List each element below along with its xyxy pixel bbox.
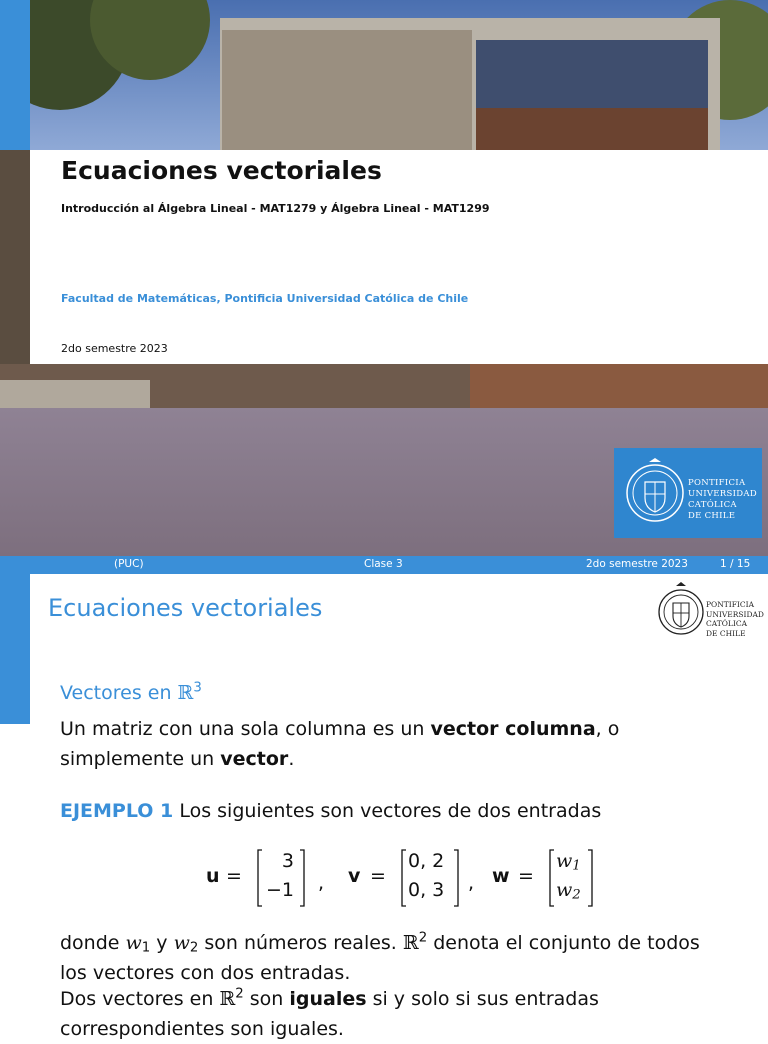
vector-entry: 0, 3 xyxy=(408,879,445,901)
presentation-title: Ecuaciones vectoriales xyxy=(61,156,382,185)
vector-v: v = 0, 2 0, 3 , xyxy=(348,848,478,908)
footer-page-number: 1 / 15 xyxy=(720,558,751,570)
presentation-date: 2do semestre 2023 xyxy=(61,342,168,355)
university-seal-icon xyxy=(624,456,686,530)
vector-entry: $w_2$ xyxy=(556,879,581,903)
example-line: EJEMPLO 1 Los siguientes son vectores de dos entradas xyxy=(60,800,602,822)
accent-bar xyxy=(0,0,30,150)
slide-title: Ecuaciones vectoriales xyxy=(48,594,323,622)
puc-logo xyxy=(656,578,768,642)
equality-paragraph: Dos vectores en ℝ$^2$ son iguales si y solo si sus entradas correspondientes son iguales. xyxy=(60,986,599,1040)
university-seal-icon xyxy=(656,578,706,642)
vector-entry: $w_1$ xyxy=(556,850,581,874)
presentation-subtitle: Introducción al Álgebra Lineal - MAT1279 y Álgebra Lineal - MAT1299 xyxy=(61,202,490,215)
vector-entry: 3 xyxy=(281,850,294,872)
puc-logo xyxy=(614,448,762,538)
title-box xyxy=(30,150,768,364)
footer-author: (PUC) xyxy=(114,558,144,570)
vector-u: u = 3 −1 , xyxy=(206,848,326,908)
vector-equations xyxy=(200,848,600,908)
vector-w: w = $w_1$ $w_2$ xyxy=(492,848,592,908)
logo-text: PONTIFICIA UNIVERSIDAD CATÓLICA DE CHILE xyxy=(688,478,757,521)
institution: Facultad de Matemáticas, Pontificia Universidad Católica de Chile xyxy=(61,292,469,305)
section-heading: Vectores en ℝ$^3$ xyxy=(60,680,202,704)
vector-entry: −1 xyxy=(265,879,294,901)
explanation-paragraph: donde $w_1$ y $w_2$ son números reales. ℝ$^2$ denota el conjunto de todos los vectores con dos entradas. xyxy=(60,930,700,984)
definition-paragraph: Un matriz con una sola columna es un vector columna, o simplemente un vector. xyxy=(60,718,620,770)
slide-footer xyxy=(0,556,768,574)
footer-title: Clase 3 xyxy=(364,558,403,570)
accent-bar xyxy=(0,574,30,724)
logo-text: PONTIFICIA UNIVERSIDAD CATÓLICA DE CHILE xyxy=(706,600,764,638)
footer-date: 2do semestre 2023 xyxy=(586,558,688,570)
content-slide xyxy=(0,574,768,1040)
vector-entry: 0, 2 xyxy=(408,850,445,872)
